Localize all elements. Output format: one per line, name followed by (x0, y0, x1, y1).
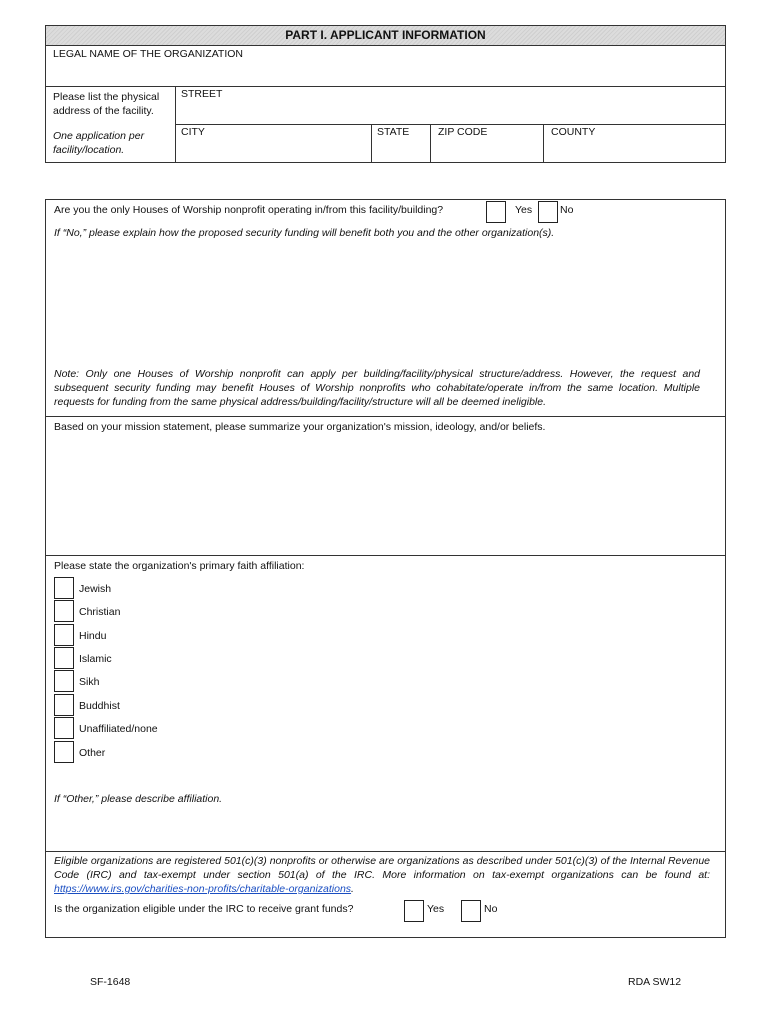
form-code: RDA SW12 (628, 976, 682, 988)
faith-option-label: Jewish (79, 583, 112, 595)
street-label: STREET (181, 88, 223, 100)
eligibility-question: Is the organization eligible under the IRC to receive grant funds? (54, 903, 354, 915)
faith-islamic-checkbox[interactable] (54, 647, 74, 669)
faith-option-label: Sikh (79, 676, 100, 688)
worship-no-checkbox[interactable] (538, 201, 558, 223)
eligibility-text-before: Eligible organizations are registered 501(c)(3) nonprofits or otherwise are organizations as described under 501(c)(3) of the Internal Revenue Code (IRC) and tax-exempt under section 501(a) of the IRC. More information on tax-exempt organizations can be found at: (54, 855, 710, 881)
street-field[interactable] (176, 87, 724, 124)
mission-field[interactable] (48, 438, 723, 554)
section-title: PART I. APPLICANT INFORMATION (46, 26, 725, 46)
faith-option-label: Islamic (79, 653, 112, 665)
faith-option-label: Other (79, 747, 106, 759)
irs-link[interactable]: https://www.irs.gov/charities-non-profits/charitable-organizations (54, 883, 352, 895)
faith-option-label: Buddhist (79, 700, 120, 712)
worship-note: Note: Only one Houses of Worship nonprofit can apply per building/facility/physical structure/address. However, the request and subsequent security funding may benefit Houses of Worship nonprofits who cohabitate/operate in/from the same location. Multiple requests for funding from the same physical address/building/facility/structure will all be deemed ineligible. (54, 368, 700, 408)
application-note: One application per facility/location. (53, 130, 145, 156)
state-field[interactable] (372, 125, 429, 162)
faith-other-field[interactable] (48, 810, 723, 850)
worship-explain-prompt: If “No,” please explain how the proposed security funding will benefit both you and the other organization(s). (54, 227, 555, 239)
address-instruction: Please list the physical address of the facility. (53, 91, 160, 117)
county-field[interactable] (544, 125, 724, 162)
faith-hindu-checkbox[interactable] (54, 624, 74, 646)
faith-option-label: Hindu (79, 630, 107, 642)
legal-name-field[interactable] (47, 46, 724, 86)
faith-option-label: Unaffiliated/none (79, 723, 158, 735)
eligibility-yes-checkbox[interactable] (404, 900, 424, 922)
worship-question: Are you the only Houses of Worship nonprofit operating in/from this facility/building? (54, 204, 444, 216)
faith-prompt: Please state the organization's primary faith affiliation: (54, 560, 305, 572)
zip-code-field[interactable] (431, 125, 543, 162)
city-label: CITY (181, 126, 205, 138)
zip-code-label: ZIP CODE (438, 126, 488, 138)
legal-name-label: LEGAL NAME OF THE ORGANIZATION (53, 48, 243, 60)
faith-option-label: Christian (79, 606, 121, 618)
county-label: COUNTY (551, 126, 596, 138)
eligibility-yes-label: Yes (427, 903, 445, 915)
faith-buddhist-checkbox[interactable] (54, 694, 74, 716)
faith-sikh-checkbox[interactable] (54, 670, 74, 692)
form-number: SF-1648 (90, 976, 131, 988)
worship-yes-label: Yes (515, 204, 533, 216)
eligibility-text-after: . (351, 883, 354, 895)
state-label: STATE (377, 126, 410, 138)
city-field[interactable] (176, 125, 371, 162)
worship-explanation-field[interactable] (48, 244, 723, 364)
eligibility-text (54, 854, 710, 896)
faith-unaffiliated-checkbox[interactable] (54, 717, 74, 739)
eligibility-no-checkbox[interactable] (461, 900, 481, 922)
faith-other-prompt: If “Other,” please describe affiliation. (54, 793, 223, 805)
worship-no-label: No (560, 204, 574, 216)
faith-other-checkbox[interactable] (54, 741, 74, 763)
mission-prompt: Based on your mission statement, please summarize your organization's mission, ideology, and/or beliefs. (54, 421, 546, 433)
worship-yes-checkbox[interactable] (486, 201, 506, 223)
faith-christian-checkbox[interactable] (54, 600, 74, 622)
eligibility-no-label: No (484, 903, 498, 915)
questions-section (45, 199, 726, 938)
applicant-info-section (45, 25, 726, 163)
faith-jewish-checkbox[interactable] (54, 577, 74, 599)
